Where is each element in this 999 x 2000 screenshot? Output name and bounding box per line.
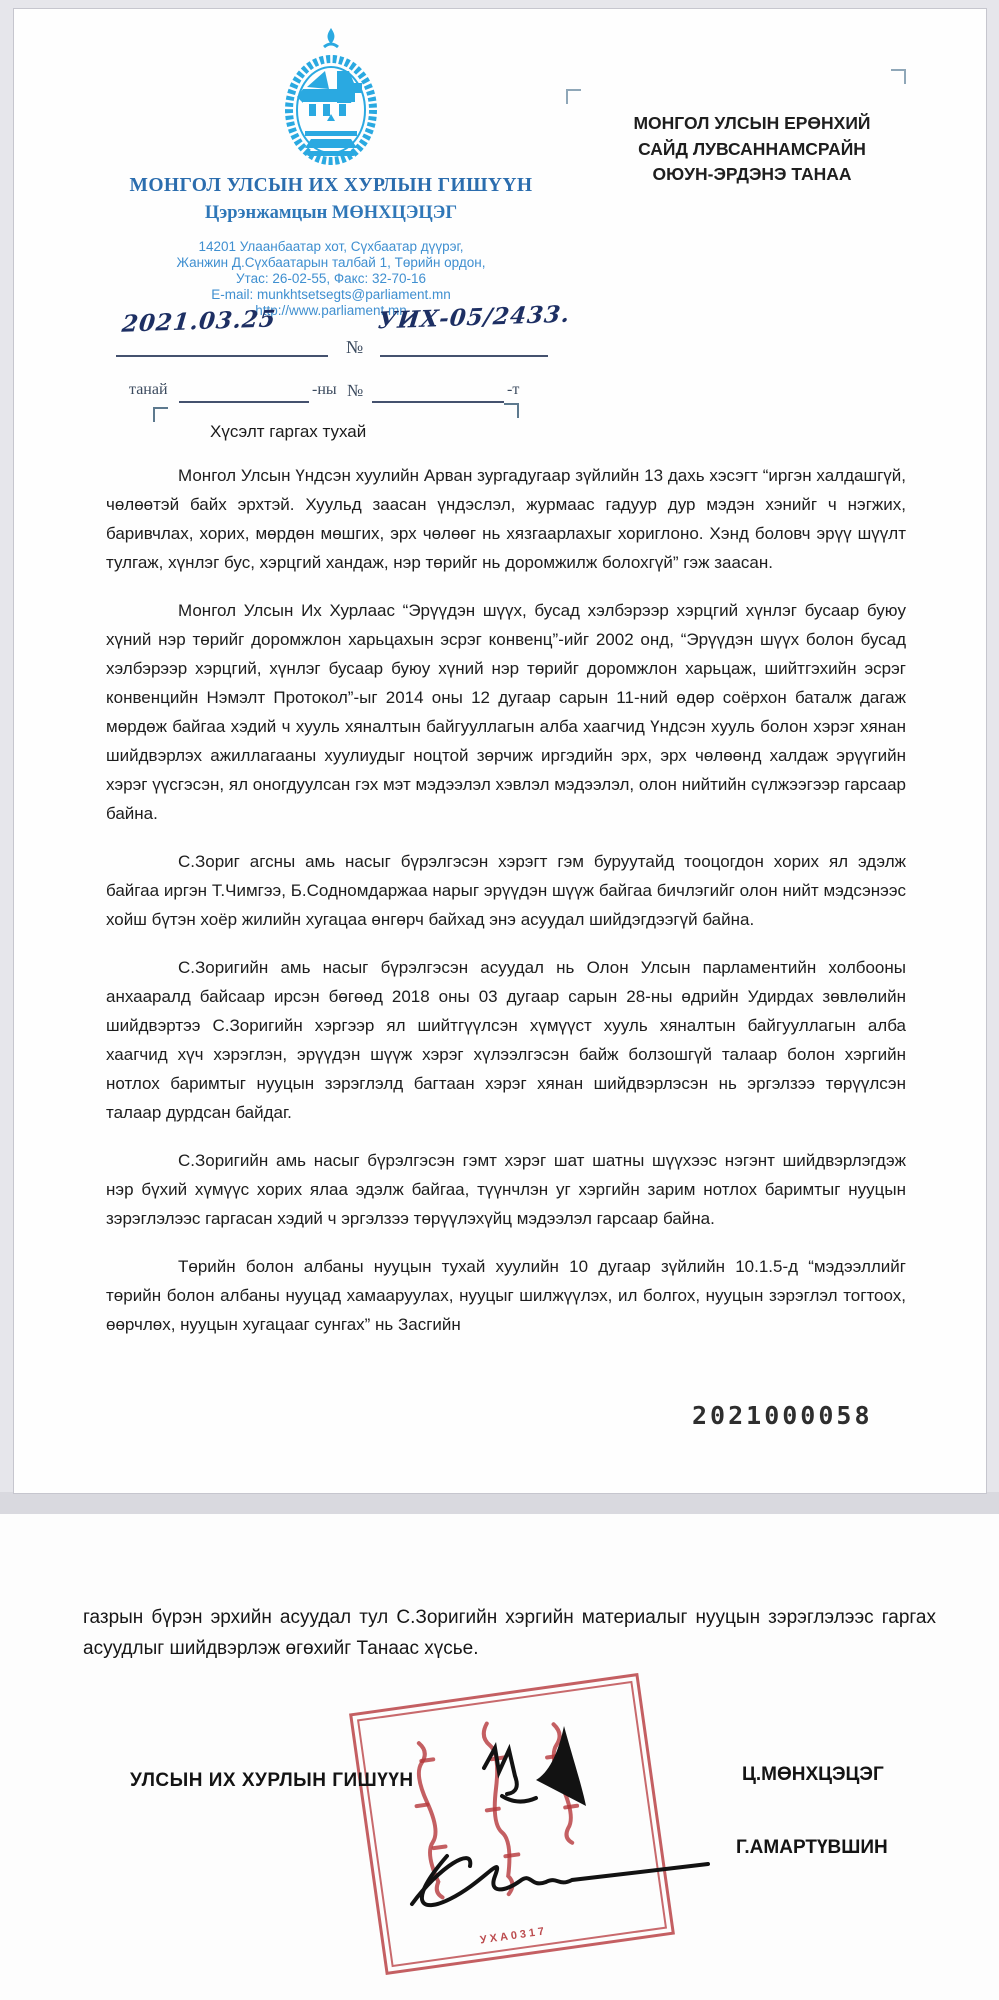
signer-name-1: Ц.МӨНХЦЭЦЭГ (742, 1764, 884, 1785)
address-line-1: 14201 Улаанбаатар хот, Сүхбаатар дүүрэг, (198, 239, 464, 254)
number-rule-line (380, 331, 548, 357)
handwritten-date: 2021.03.25 (120, 305, 278, 338)
number-symbol: № (346, 337, 364, 357)
recipient-line-3: ОЮУН-ЭРДЭНЭ ТАНАА (652, 164, 852, 184)
paragraph-2: Монгол Улсын Их Хурлаас “Эрүүдэн шүүх, бусад хэлбэрээр хэрцгий хүнлэг бусаар буюу хүний нэр төрийг доромжлон харьцахын эсрэг конвенц”-ийг 2002 онд, “Эрүүдэн шүүх болон бусад хэлбэрээр хэрцгий, хүнлэг бусаар буюу хүний нэр төрийг доромжлон харьцаж, шийтгэхийн эсрэг конвенцийн Нэмэлт Протокол”-ыг 2014 оны 12 дугаар сарын 11-ний өдөр соёрхон баталж дагаж мөрдөж байгаа хэдий ч хууль хяналтын байгууллагын алба хаагчид Үндсэн хууль болон хэрэг хянан шийдвэрлэх ажиллагааны хуулиудыг ноцтой зөрчиж иргэдийн эрх, эрх чөлөөнд халдаж эрүүгийн хэрэг үүсгэсэн, ял оногдуулсан гэх мэт мэдээлэл хэвлэл мэдээлэл, олон нийтийн сүлжээгээр гарсаар байна. (106, 601, 906, 823)
address-line-2: Жанжин Д.Сүхбаатарын талбай 1, Төрийн ордон, (176, 255, 486, 270)
subject-line: Хүсэлт гаргах тухай (210, 422, 367, 441)
paragraph-3: С.Зориг агсны амь насыг бүрэлгэсэн хэрэгт гэм буруутайд тооцогдон хорих ял эдэлж байгаа иргэн Т.Чимгээ, Б.Содномдаржаа нарыг эрүүдэн шүүж байгаа бичлэгийг олон нийт мэдсэнээс хойш бүтэн хоёр жилийн хугацаа өнгөрч байхад энэ асуудал шийдэгдээгүй байна. (106, 852, 906, 929)
subject-corner-left-mark (153, 407, 168, 422)
your-ref-no-symbol: № (347, 381, 364, 400)
letter-page-1 (13, 8, 987, 1494)
stamp-code: УХА0317 (479, 1925, 548, 1947)
paragraph-4: С.Зоригийн амь насыг бүрэлгэсэн асуудал нь Олон Улсын парламентийн холбооны анхааралд байсаар ирсэн бөгөөд 2018 оны 03 дугаар сарын 28-ны өдрийн Удирдах зөвлөлийн шийдвэртээ С.Зоригийн хэргээр ял шийтгүүлсэн хүмүүст хууль хяналтын байгууллагын алба хаагчид хүч хэрэглэн, эрүүдэн шүүж хэрэг хүлээлгэсэн байж болзошгүй талаар болон хэргийн нотлох баримтыг нууцын зэрэглэлд багтаан хэрэг хянан шийдвэрлэсэн нь эргэлзээ төрүүлсэн талаар дурдсан байдаг. (106, 958, 906, 1122)
address-line-4: E-mail: munkhtsetsegts@parliament.mn (211, 287, 451, 302)
recipient-line-1: МОНГОЛ УЛСЫН ЕРӨНХИЙ (633, 113, 871, 133)
signer-title: УЛСЫН ИХ ХУРЛЫН ГИШҮҮН (130, 1770, 414, 1791)
recipient-block (569, 111, 935, 188)
recipient-corner-mark (566, 89, 581, 104)
address-line-3: Утас: 26-02-55, Факс: 32-70-16 (235, 271, 427, 286)
letter-page-2 (0, 1514, 999, 2000)
paragraph-5: С.Зоригийн амь насыг бүрэлгэсэн гэмт хэрэг шат шатны шүүхээс нэгэнт шийдвэрлэгдэж нэр бүхий хүмүүс хорих ялаа эдэлж байгаа, түүнчлэн уг хэргийн зарим нотлох баримтыг нууцын зэрэглэлээс гаргасан хэдий ч эргэлзээ төрүүлэхүйц мэдээлэл гарсаар байна. (106, 1151, 906, 1228)
your-ref-suffix: -т (507, 381, 520, 398)
your-ref-rule-2 (372, 381, 504, 403)
official-red-stamp (349, 1673, 675, 1975)
registration-number-stamp: 2021000058 (692, 1401, 873, 1430)
handwritten-doc-number: УИХ-05/2433. (376, 300, 572, 335)
address-line-5: http://www.parliament.mn (255, 303, 407, 318)
recipient-line-2: САЙД ЛУВСАННАМСРАЙН (638, 138, 866, 159)
your-ref-rule-1 (179, 381, 309, 403)
state-emblem-icon (277, 25, 385, 175)
letter-body (106, 461, 906, 1358)
subject-corner-right-mark (504, 403, 519, 418)
page-top-right-corner-mark (891, 69, 906, 84)
page2-paragraph: газрын бүрэн эрхийн асуудал тул С.Зоригийн хэргийн материалыг нууцын зэрэглэлээс гаргах асуудлыг шийдвэрлэж өгөхийг Танаас хүсье. (83, 1607, 936, 1659)
paragraph-6: Төрийн болон албаны нууцын тухай хуулийн 10 дугаар зүйлийн 10.1.5-д “мэдээллийг төрийн болон албаны нууцад хамааруулах, нууцыг шилжүүлэх, ил болгох, нууцын зэрэглэл тогтоох, өөрчлөх, нууцын хугацааг сунгах” нь Засгийн (106, 1257, 906, 1334)
your-ref-prefix: танай (129, 381, 168, 398)
paragraph-1: Монгол Улсын Үндсэн хуулийн Арван зургадугаар зүйлийн 13 дахь хэсэгт “иргэн халдашгүй, чөлөөтэй байх эрхтэй. Хуульд заасан үндэслэл, журмаас гадуур дур мэдэн хэнийг ч нэгжих, баривчлах, хорих, мөрдөн мөшгих, эрх чөлөөг нь хязгаарлахыг хориглоно. Хэнд боловч эрүү шүүлт тулгаж, хүнлэг бус, хэрцгий хандаж, нэр төрийг нь доромжилж болохгүй” гэж заасан. (106, 466, 906, 572)
page-shadow (0, 1492, 999, 1514)
your-ref-mid: -ны (312, 381, 337, 398)
signer-name-2: Г.АМАРТҮВШИН (736, 1837, 888, 1858)
letterhead-member-name: Цэрэнжамцын МӨНХЦЭЦЭГ (204, 203, 458, 223)
letterhead-org: МОНГОЛ УЛСЫН ИХ ХУРЛЫН ГИШҮҮН (129, 175, 533, 196)
